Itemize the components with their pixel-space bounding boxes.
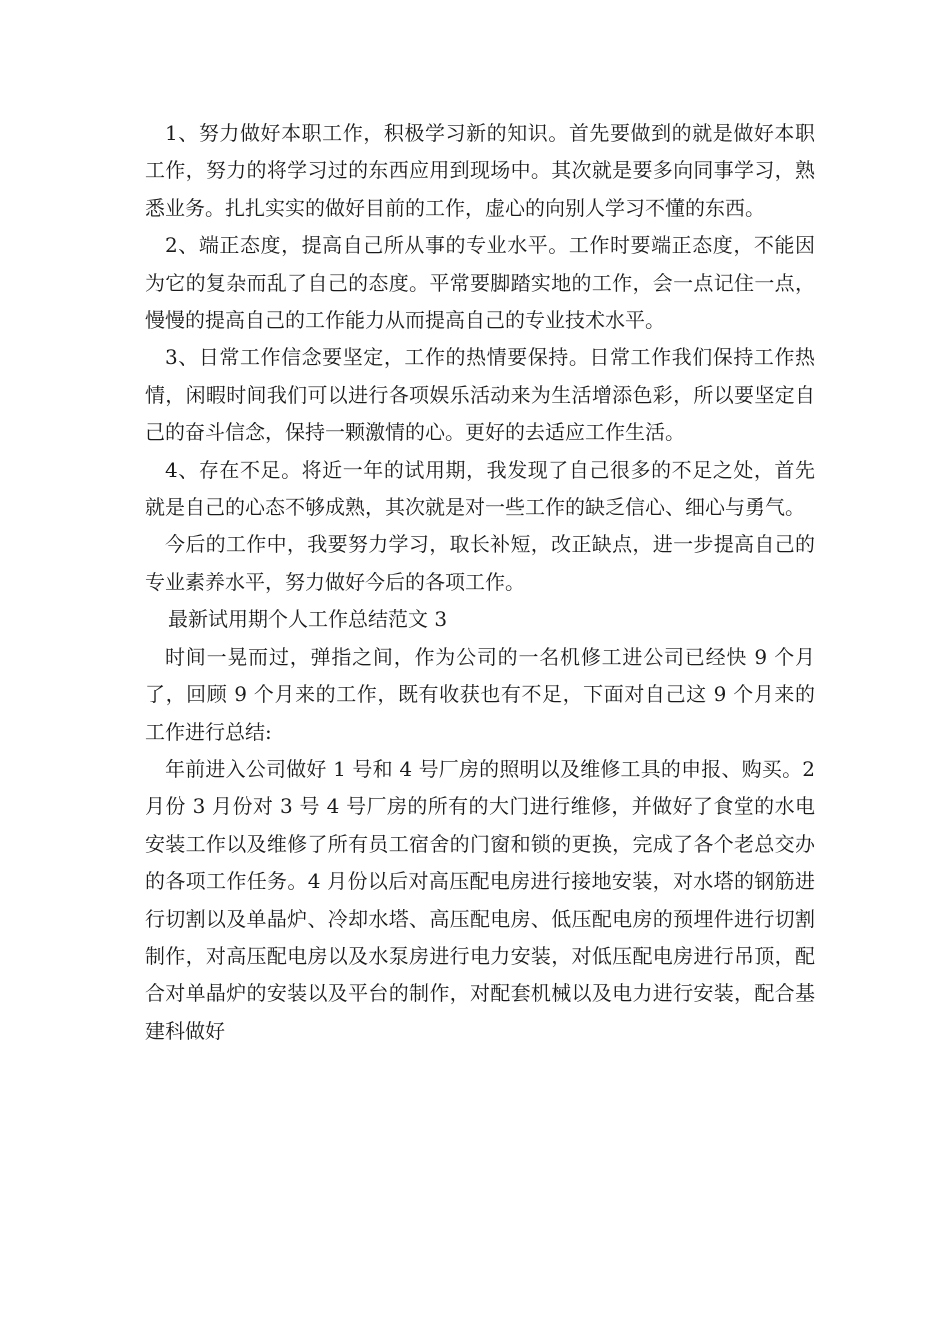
paragraph-5: 今后的工作中，我要努力学习，取长补短，改正缺点，进一步提高自己的专业素养水平，努力做好今后的各项工作。	[145, 532, 815, 594]
document-page	[145, 115, 815, 1050]
paragraph-1: 1、努力做好本职工作，积极学习新的知识。首先要做到的就是做好本职工作，努力的将学习过的东西应用到现场中。其次就是要多向同事学习，熟悉业务。扎扎实实的做好目前的工作，虚心的向别人学习不懂的东西。	[145, 121, 815, 220]
paragraph-6: 时间一晃而过，弹指之间，作为公司的一名机修工进公司已经快 9 个月了，回顾 9 个月来的工作，既有收获也有不足，下面对自己这 9 个月来的工作进行总结:	[145, 644, 815, 744]
section-heading: 最新试用期个人工作总结范文 3	[168, 607, 448, 632]
paragraph-7: 年前进入公司做好 1 号和 4 号厂房的照明以及维修工具的申报、购买。2 月份 3 月份对 3 号 4 号厂房的所有的大门进行维修，并做好了食堂的水电安装工作以及维修了所有员工宿舍的门窗和锁的更换，完成了各个老总交办的各项工作任务。4 月份以后对高压配电房进行接地安装，对水塔的钢筋进行切割以及单晶炉、冷却水塔、高压配电房、低压配电房的预埋件进行切割制作，对高压配电房以及水泵房进行电力安装，对低压配电房进行吊顶，配合对单晶炉的安装以及平台的制作，对配套机械以及电力进行安装，配合基建科做好	[145, 756, 815, 1043]
paragraph-4: 4、存在不足。将近一年的试用期，我发现了自己很多的不足之处，首先就是自己的心态不够成熟，其次就是对一些工作的缺乏信心、细心与勇气。	[145, 457, 815, 520]
paragraph-3: 3、日常工作信念要坚定，工作的热情要保持。日常工作我们保持工作热情，闲暇时间我们可以进行各项娱乐活动来为生活增添色彩，所以要坚定自己的奋斗信念，保持一颗激情的心。更好的去适应工作生活。	[145, 345, 815, 445]
paragraph-2: 2、端正态度，提高自己所从事的专业水平。工作时要端正态度，不能因为它的复杂而乱了自己的态度。平常要脚踏实地的工作，会一点记住一点，慢慢的提高自己的工作能力从而提高自己的专业技术水平。	[145, 233, 815, 333]
